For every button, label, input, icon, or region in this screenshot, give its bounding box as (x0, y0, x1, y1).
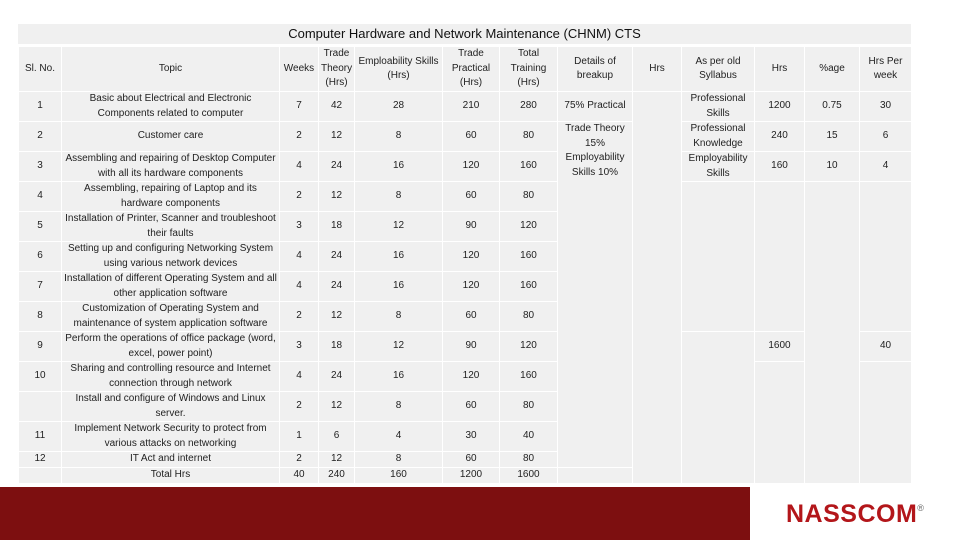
cell-topic: Customer care (62, 122, 280, 152)
cell-breakup-theory: Trade Theory 15% Employability Skills 10% (558, 122, 633, 468)
cell-old-syllabus-0: Professional Skills (682, 92, 755, 122)
cell-weeks: 2 (280, 392, 319, 422)
cell-topic: Total Hrs (62, 468, 280, 484)
cell-topic: Assembling, repairing of Laptop and its hardware components (62, 182, 280, 212)
cell-old-per-week-2: 4 (860, 152, 912, 182)
header-details-of-breakup: Details of breakup (558, 47, 633, 92)
cell-practical: 60 (443, 182, 500, 212)
cell-total: 40 (500, 422, 558, 452)
cell-employability: 16 (355, 362, 443, 392)
cell-employability: 8 (355, 122, 443, 152)
cell-theory: 12 (319, 392, 355, 422)
cell-practical: 30 (443, 422, 500, 452)
cell-old-total-per-week: 40 (860, 332, 912, 362)
nasscom-logo (786, 500, 924, 530)
cell-employability: 8 (355, 182, 443, 212)
cell-practical: 120 (443, 242, 500, 272)
cell-sl: 11 (19, 422, 62, 452)
cell-old-per-week-1: 6 (860, 122, 912, 152)
cell-old-syllabus-blank (682, 182, 755, 332)
header-weeks: Weeks (280, 47, 319, 92)
cell-employability: 8 (355, 392, 443, 422)
cell-topic: Install and configure of Windows and Linux server. (62, 392, 280, 422)
cell-total: 120 (500, 332, 558, 362)
cell-sl: 4 (19, 182, 62, 212)
header-sl-no: Sl. No. (19, 47, 62, 92)
cell-total: 120 (500, 212, 558, 242)
table-row (19, 92, 912, 122)
cell-topic: Basic about Electrical and Electronic Components related to computer (62, 92, 280, 122)
header-topic: Topic (62, 47, 280, 92)
cell-weeks: 7 (280, 92, 319, 122)
cell-old-syllabus-1: Professional Knowledge (682, 122, 755, 152)
cell-employability: 16 (355, 272, 443, 302)
cell-sl: 12 (19, 452, 62, 468)
table-row (19, 362, 912, 392)
cell-sl: 6 (19, 242, 62, 272)
cell-sl: 2 (19, 122, 62, 152)
cell-employability: 28 (355, 92, 443, 122)
cell-old-syllabus-2: Employability Skills (682, 152, 755, 182)
cell-weeks: 3 (280, 332, 319, 362)
cell-theory: 12 (319, 122, 355, 152)
cell-employability: 16 (355, 152, 443, 182)
cell-topic: Implement Network Security to protect from various attacks on networking (62, 422, 280, 452)
cell-employability: 16 (355, 242, 443, 272)
cell-breakup-blank (558, 468, 633, 484)
cell-old-page-blank (805, 182, 860, 484)
cell-employability: 4 (355, 422, 443, 452)
cell-total: 1600 (500, 468, 558, 484)
cell-old-hrs-0: 1200 (755, 92, 805, 122)
cell-old-page-1: 15 (805, 122, 860, 152)
cell-old-per-week-0: 30 (860, 92, 912, 122)
cell-employability: 160 (355, 468, 443, 484)
cell-total: 80 (500, 392, 558, 422)
cell-sl: 1 (19, 92, 62, 122)
cell-practical: 120 (443, 152, 500, 182)
cell-total: 160 (500, 152, 558, 182)
cell-weeks: 1 (280, 422, 319, 452)
cell-old-hrs-blank-2 (755, 362, 805, 484)
header-total-training: Total Training (Hrs) (500, 47, 558, 92)
cell-old-hrs-2: 160 (755, 152, 805, 182)
cell-hrs-blank (633, 92, 682, 484)
cell-weeks: 4 (280, 242, 319, 272)
cell-employability: 12 (355, 332, 443, 362)
header-employability: Emploability Skills (Hrs) (355, 47, 443, 92)
cell-topic: Installation of different Operating System and all other application software (62, 272, 280, 302)
cell-practical: 1200 (443, 468, 500, 484)
cell-old-page-0: 0.75 (805, 92, 860, 122)
cell-total: 160 (500, 272, 558, 302)
cell-practical: 90 (443, 332, 500, 362)
cell-old-syllabus-blank-2 (682, 332, 755, 484)
cell-topic: Perform the operations of office package (word, excel, power point) (62, 332, 280, 362)
cell-theory: 24 (319, 242, 355, 272)
cell-theory: 24 (319, 362, 355, 392)
cell-sl: 3 (19, 152, 62, 182)
cell-total: 80 (500, 302, 558, 332)
table-row (19, 122, 912, 152)
cell-weeks: 2 (280, 302, 319, 332)
cell-theory: 12 (319, 182, 355, 212)
cell-theory: 42 (319, 92, 355, 122)
header-hrs: Hrs (633, 47, 682, 92)
cell-theory: 6 (319, 422, 355, 452)
header-trade-practical: Trade Practical (Hrs) (443, 47, 500, 92)
cell-theory: 12 (319, 302, 355, 332)
cell-total: 160 (500, 242, 558, 272)
cell-theory: 18 (319, 332, 355, 362)
cell-weeks: 2 (280, 182, 319, 212)
cell-employability: 12 (355, 212, 443, 242)
cell-topic: Customization of Operating System and maintenance of system application software (62, 302, 280, 332)
cell-topic: Sharing and controlling resource and Internet connection through network (62, 362, 280, 392)
cell-practical: 60 (443, 302, 500, 332)
cell-old-page-2: 10 (805, 152, 860, 182)
cell-total: 280 (500, 92, 558, 122)
cell-old-per-week-blank (860, 182, 912, 332)
cell-total: 80 (500, 122, 558, 152)
cell-weeks: 4 (280, 152, 319, 182)
cell-weeks: 2 (280, 452, 319, 468)
cell-sl: 9 (19, 332, 62, 362)
registered-mark: ® (917, 503, 925, 513)
cell-old-total-hrs: 1600 (755, 332, 805, 362)
header-percentage: %age (805, 47, 860, 92)
cell-sl (19, 392, 62, 422)
curriculum-table (18, 46, 912, 484)
cell-sl: 8 (19, 302, 62, 332)
cell-weeks: 3 (280, 212, 319, 242)
cell-breakup-practical: 75% Practical (558, 92, 633, 122)
cell-practical: 120 (443, 362, 500, 392)
cell-employability: 8 (355, 302, 443, 332)
cell-topic: IT Act and internet (62, 452, 280, 468)
header-hrs-2: Hrs (755, 47, 805, 92)
cell-old-hrs-1: 240 (755, 122, 805, 152)
cell-practical: 210 (443, 92, 500, 122)
cell-theory: 24 (319, 152, 355, 182)
header-as-per-old-syllabus: As per old Syllabus (682, 47, 755, 92)
cell-weeks: 2 (280, 122, 319, 152)
logo-text: NASSCOM (786, 500, 918, 528)
cell-old-hrs-blank (755, 182, 805, 332)
cell-sl: 10 (19, 362, 62, 392)
table-row (19, 332, 912, 362)
cell-practical: 90 (443, 212, 500, 242)
cell-practical: 60 (443, 122, 500, 152)
cell-sl: 5 (19, 212, 62, 242)
page-title: Computer Hardware and Network Maintenance (CHNM) CTS (18, 24, 911, 44)
table-row (19, 182, 912, 212)
cell-total: 80 (500, 452, 558, 468)
cell-practical: 60 (443, 392, 500, 422)
cell-theory: 24 (319, 272, 355, 302)
cell-weeks: 40 (280, 468, 319, 484)
cell-total: 80 (500, 182, 558, 212)
cell-theory: 240 (319, 468, 355, 484)
cell-practical: 120 (443, 272, 500, 302)
cell-employability: 8 (355, 452, 443, 468)
header-trade-theory: Trade Theory (Hrs) (319, 47, 355, 92)
table-row (19, 152, 912, 182)
cell-practical: 60 (443, 452, 500, 468)
cell-weeks: 4 (280, 272, 319, 302)
cell-theory: 12 (319, 452, 355, 468)
cell-topic: Assembling and repairing of Desktop Computer with all its hardware components (62, 152, 280, 182)
cell-topic: Setting up and configuring Networking System using various network devices (62, 242, 280, 272)
cell-sl: 7 (19, 272, 62, 302)
cell-old-per-week-blank-2 (860, 362, 912, 484)
cell-total: 160 (500, 362, 558, 392)
cell-theory: 18 (319, 212, 355, 242)
cell-sl (19, 468, 62, 484)
cell-topic: Installation of Printer, Scanner and troubleshoot their faults (62, 212, 280, 242)
cell-weeks: 4 (280, 362, 319, 392)
header-hrs-per-week: Hrs Per week (860, 47, 912, 92)
